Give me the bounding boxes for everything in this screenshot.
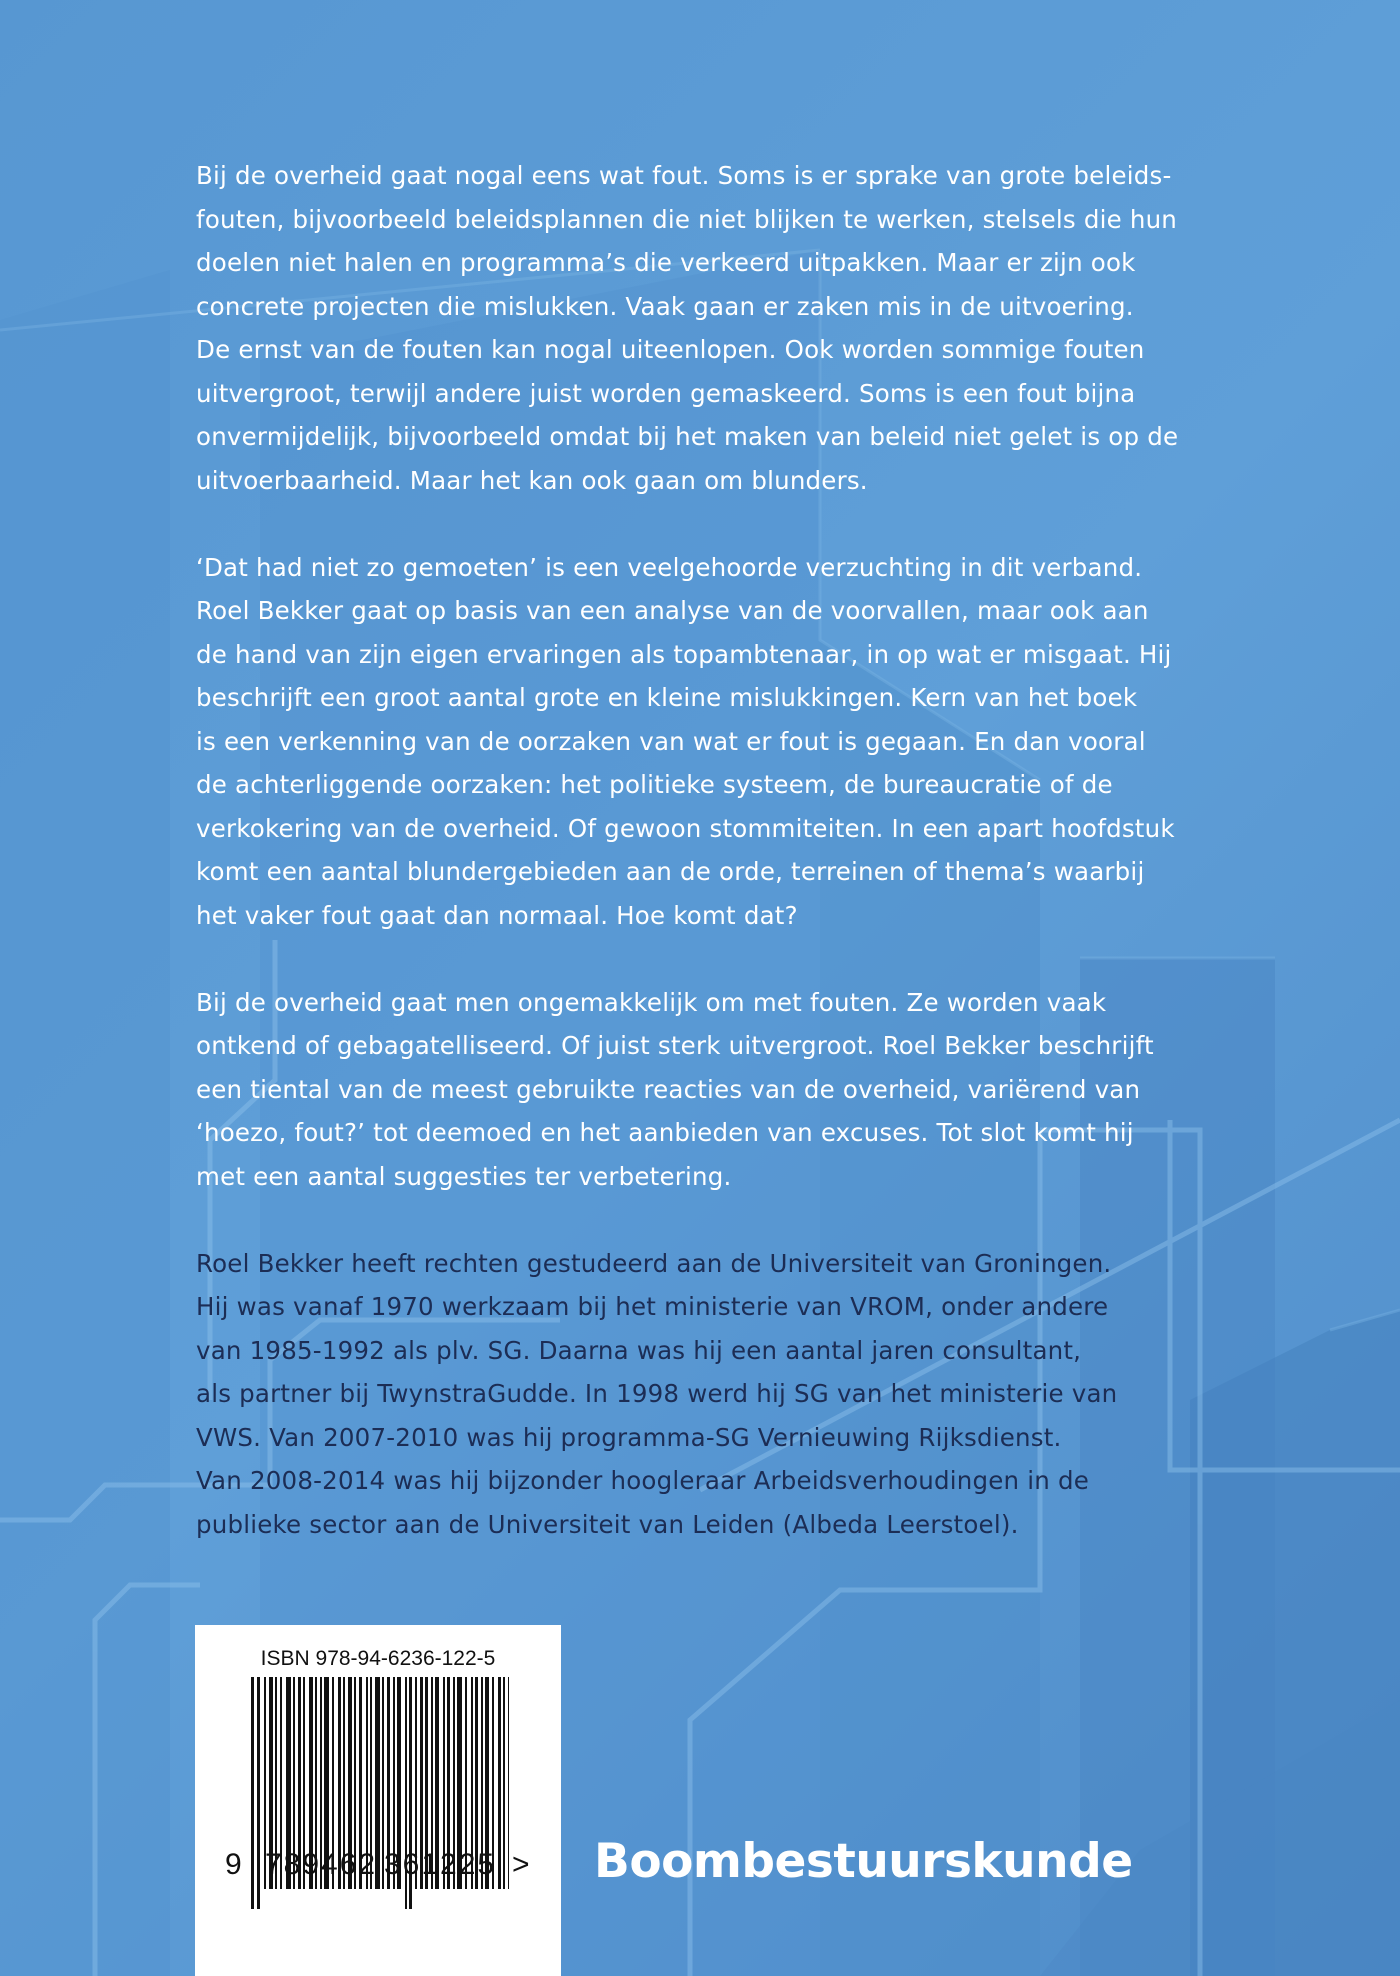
bio-line: van 1985-1992 als plv. SG. Daarna was hij een aantal jaren consultant, — [196, 1335, 1082, 1365]
barcode-bar — [503, 1677, 505, 1889]
text-line: concrete projecten die mislukken. Vaak gaan er zaken mis in de uitvoering. — [196, 291, 1134, 321]
text-line: onvermijdelijk, bijvoorbeeld omdat bij het maken van beleid niet gelet is op de — [196, 422, 1179, 451]
bio-line: Roel Bekker heeft rechten gestudeerd aan de Universiteit van Groningen. — [196, 1248, 1112, 1278]
text-line: Bij de overheid gaat men ongemakkelijk om met fouten. Ze worden vaak — [196, 987, 1107, 1017]
text-line: ontkend of gebagatelliseerd. Of juist sterk uitvergroot. Roel Bekker beschrijft — [196, 1031, 1154, 1060]
blurb-paragraph-1 — [196, 154, 1236, 502]
text-line: Roel Bekker gaat op basis van een analyse van de voorvallen, maar ook aan — [196, 596, 1149, 625]
text-line: de hand van zijn eigen ervaringen als topambtenaar, in op wat er misgaat. Hij — [196, 639, 1172, 669]
barcode-digit-first: 9 — [225, 1848, 242, 1881]
back-cover-text — [196, 154, 1236, 1590]
bio-line: VWS. Van 2007-2010 was hij programma-SG Vernieuwing Rijksdienst. — [196, 1422, 1062, 1452]
barcode-bar — [257, 1677, 260, 1909]
text-line: ‘Dat had niet zo gemoeten’ is een veelgehoorde verzuchting in dit verband. — [196, 552, 1143, 582]
barcode-digits-right: 361225 — [384, 1848, 497, 1881]
text-line: beschrijft een groot aantal grote en kleine mislukkingen. Kern van het boek — [196, 683, 1138, 712]
text-line: komt een aantal blundergebieden aan de orde, terreinen of thema’s waarbij — [196, 857, 1145, 886]
bio-line: publieke sector aan de Universiteit van Leiden (Albeda Leerstoel). — [196, 1509, 1019, 1539]
text-line: uitvoerbaarheid. Maar het kan ook gaan om blunders. — [196, 465, 868, 495]
barcode-bar — [251, 1677, 254, 1909]
text-line: een tiental van de meest gebruikte reacties van de overheid, variërend van — [196, 1074, 1141, 1104]
text-line: het vaker fout gaat dan normaal. Hoe komt dat? — [196, 900, 798, 930]
text-line: doelen niet halen en programma’s die verkeerd uitpakken. Maar er zijn ook — [196, 248, 1136, 277]
text-line: Bij de overheid gaat nogal eens wat fout. Soms is er sprake van grote beleids- — [196, 161, 1172, 190]
barcode-end-marker: > — [512, 1848, 530, 1881]
barcode-bar — [498, 1677, 501, 1889]
author-bio — [196, 1242, 1236, 1547]
publisher-logo: Boombestuurskunde — [594, 1834, 1133, 1889]
text-line: de achterliggende oorzaken: het politieke systeem, de bureaucratie of de — [196, 770, 1113, 799]
barcode-bar — [508, 1677, 509, 1889]
text-line: fouten, bijvoorbeeld beleidsplannen die niet blijken te werken, stelsels die hun — [196, 204, 1178, 234]
bio-line: als partner bij TwynstraGudde. In 1998 werd hij SG van het ministerie van — [196, 1379, 1118, 1408]
text-line: ‘hoezo, fout?’ tot deemoed en het aanbieden van excuses. Tot slot komt hij — [196, 1118, 1134, 1147]
barcode-digits-left: 789462 — [265, 1848, 378, 1881]
text-line: is een verkenning van de oorzaken van wat er fout is gegaan. En dan vooral — [196, 726, 1146, 756]
isbn-label: ISBN 978-94-6236-122-5 — [260, 1647, 496, 1670]
text-line: uitvergroot, terwijl andere juist worden gemaskeerd. Soms is een fout bijna — [196, 378, 1136, 408]
text-line: De ernst van de fouten kan nogal uiteenlopen. Ook worden sommige fouten — [196, 335, 1145, 364]
text-line: verkokering van de overheid. Of gewoon stommiteiten. In een apart hoofdstuk — [196, 813, 1175, 843]
text-line: met een aantal suggesties ter verbetering. — [196, 1161, 732, 1191]
barcode-panel — [195, 1625, 561, 1976]
bio-line: Van 2008-2014 was hij bijzonder hoogleraar Arbeidsverhoudingen in de — [196, 1466, 1089, 1495]
blurb-paragraph-3 — [196, 981, 1236, 1199]
blurb-paragraph-2 — [196, 546, 1236, 938]
bio-line: Hij was vanaf 1970 werkzaam bij het ministerie van VROM, onder andere — [196, 1292, 1109, 1321]
